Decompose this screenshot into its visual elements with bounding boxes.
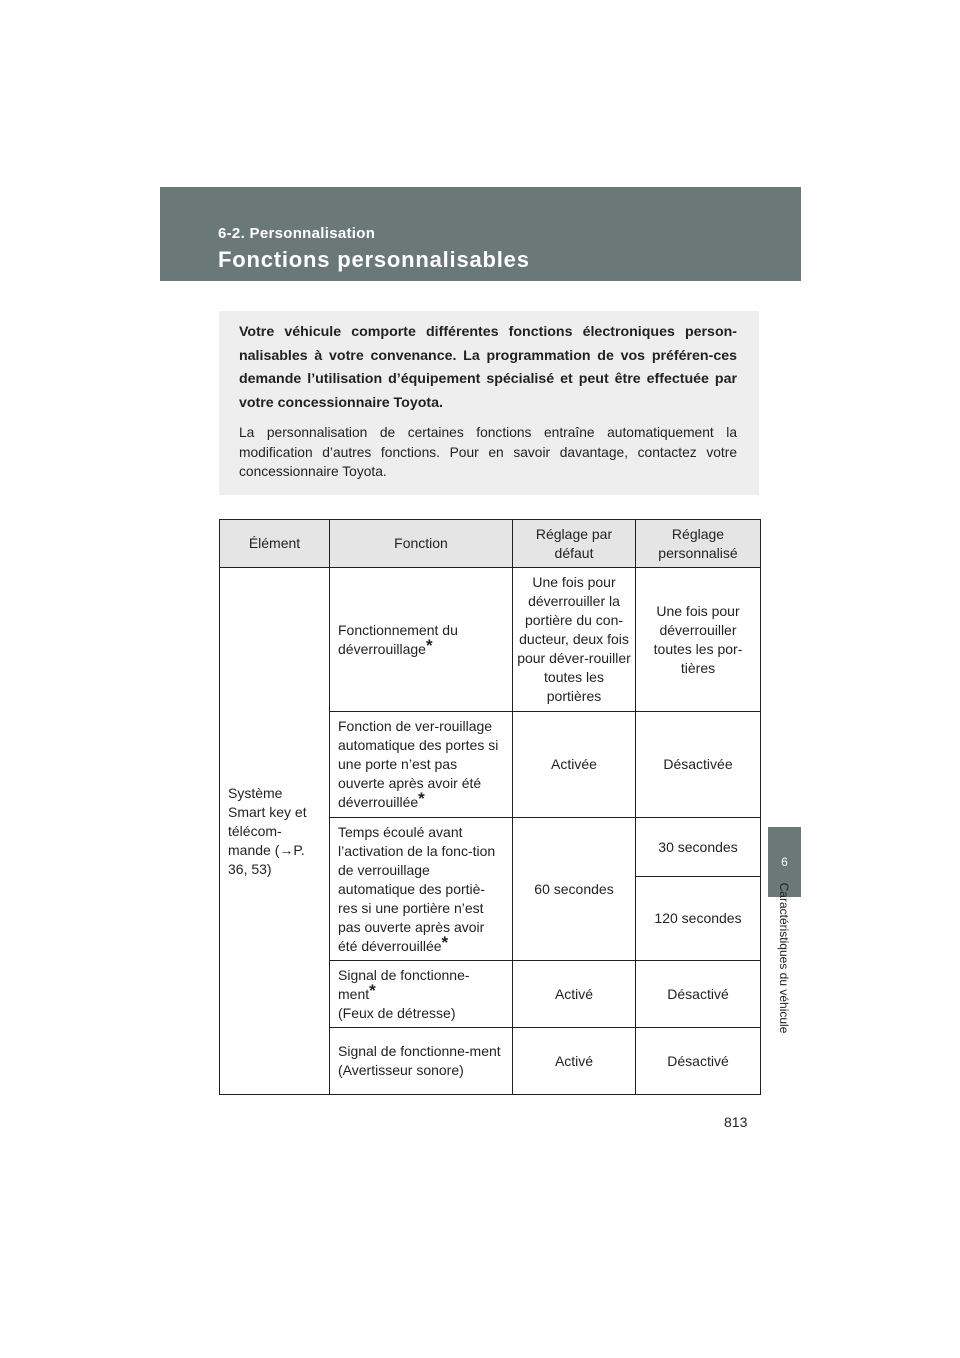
custom-cell: 120 secondes — [636, 877, 761, 961]
chapter-label: Caractéristiques du véhicule — [777, 882, 791, 1034]
header-custom: Réglage personnalisé — [636, 520, 761, 568]
custom-cell: Une fois pour déverrouiller toutes les por-tières — [636, 568, 761, 712]
customization-table — [219, 519, 761, 1095]
table-row — [220, 568, 761, 712]
custom-cell: Désactivée — [636, 712, 761, 818]
function-text: Fonction de ver-rouillage automatique des portes si une porte n’est pas ouverte après avoir été déverrouillée — [338, 718, 499, 810]
asterisk-mark: * — [441, 932, 449, 952]
intro-box — [219, 311, 759, 495]
default-cell: Une fois pour déverrouiller la portière du con-ducteur, deux fois pour déver-rouiller toutes les portières — [513, 568, 636, 712]
asterisk-mark: * — [369, 980, 376, 1000]
function-cell — [330, 818, 513, 961]
function-cell — [330, 712, 513, 818]
default-cell: Activé — [513, 961, 636, 1028]
function-text: Fonctionnement du déverrouillage — [338, 621, 458, 657]
asterisk-mark: * — [418, 789, 425, 808]
function-text: Temps écoulé avant l’activation de la fonc-tion de verrouillage automatique des portiè-res si une portière n’est pas ouverte après avoir été déverrouillée — [338, 823, 496, 954]
element-cell: Système Smart key et télécom-mande (→P. 36, 53) — [220, 568, 330, 1095]
intro-bold-paragraph: Votre véhicule comporte différentes fonctions électroniques person-nalisables à votre convenance. La programmation de vos préféren-ces demande l’utilisation d’équipement spécialisé et peut être effectuée par votre concessionnaire Toyota. — [239, 324, 737, 411]
function-cell: Signal de fonctionne-ment (Avertisseur sonore) — [330, 1028, 513, 1095]
custom-cell: Désactivé — [636, 1028, 761, 1095]
default-cell: Activée — [513, 712, 636, 818]
header-default: Réglage par défaut — [513, 520, 636, 568]
default-cell: 60 secondes — [513, 818, 636, 961]
default-cell: Activé — [513, 1028, 636, 1095]
page-title: Fonctions personnalisables — [218, 247, 530, 272]
function-cell — [330, 568, 513, 712]
function-subtext: (Feux de détresse) — [338, 1004, 456, 1021]
function-cell — [330, 961, 513, 1028]
asterisk-mark: * — [425, 635, 433, 655]
intro-paragraph: La personnalisation de certaines fonctions entraîne automatiquement la modification d’autres fonctions. Pour en savoir davantage, contactez votre concessionnaire Toyota. — [239, 425, 737, 479]
section-label: 6-2. Personnalisation — [218, 225, 376, 242]
chapter-tab: 6 — [768, 827, 801, 897]
function-text: Signal de fonctionne-ment — [338, 966, 470, 1002]
table-header-row — [220, 520, 761, 568]
custom-cell: 30 secondes — [636, 818, 761, 877]
header-function: Fonction — [330, 520, 513, 568]
custom-cell: Désactivé — [636, 961, 761, 1028]
page-number: 813 — [724, 1114, 748, 1130]
header-element: Élément — [220, 520, 330, 568]
